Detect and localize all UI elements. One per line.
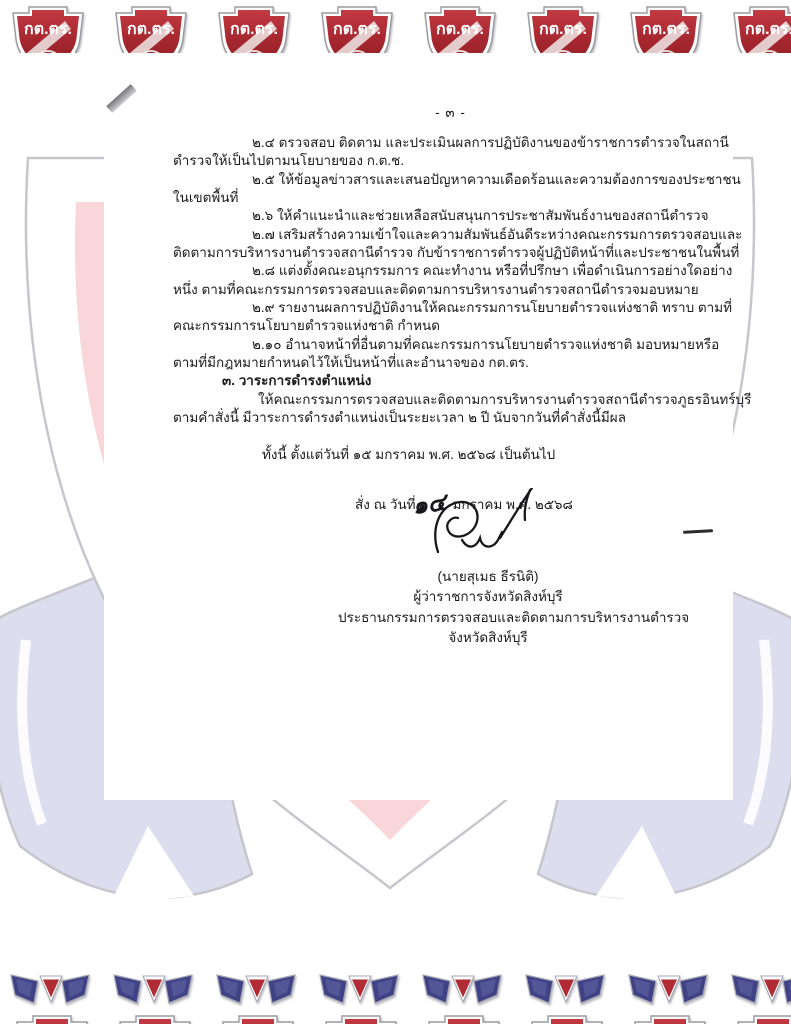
badge-tile	[630, 1013, 712, 1024]
badge-tile	[321, 1013, 403, 1024]
issued-suffix: มกราคม พ.ศ. ๒๕๖๘	[452, 497, 573, 512]
badge-tile	[115, 1013, 197, 1024]
signer-title-chairman: ประธานกรรมการตรวจสอบและติดตามการบริหารงานตำรวจ	[338, 610, 690, 625]
effective-date-line: ทั้งนี้ ตั้งแต่วันที่ ๑๕ มกราคม พ.ศ. ๒๕๖๘ เป็นต้นไป	[262, 447, 556, 462]
page-number: - ๓ -	[435, 105, 466, 120]
doc-line: ๒.๘ แต่งตั้งคณะอนุกรรมการ คณะทำงาน หรือที่ปรึกษา เพื่อดำเนินการอย่างใดอย่าง	[252, 263, 733, 279]
doc-line: ๓. วาระการดำรงตำแหน่ง	[222, 373, 372, 389]
doc-line: ให้คณะกรรมการตรวจสอบและติดตามการบริหารงานตำรวจสถานีตำรวจภูธรอินทร์บุรี	[258, 391, 752, 407]
doc-line: ตำรวจให้เป็นไปตามนโยบายของ ก.ต.ช.	[173, 153, 405, 169]
signer-title-province: จังหวัดสิงห์บุรี	[448, 630, 528, 645]
doc-line: ๒.๗ เสริมสร้างความเข้าใจและความสัมพันธ์อันดีระหว่างคณะกรรมการตรวจสอบและ	[252, 226, 743, 242]
badge-tile	[12, 1013, 94, 1024]
doc-line: ๒.๖ ให้คำแนะนำและช่วยเหลือสนับสนุนการประชาสัมพันธ์งานของสถานีตำรวจ	[252, 208, 709, 224]
doc-line: ๒.๕ ให้ข้อมูลข่าวสารและเสนอปัญหาความเดือดร้อนและความต้องการของประชาชน	[252, 171, 741, 187]
doc-line: หนึ่ง ตามที่คณะกรรมการตรวจสอบและติดตามการบริหารงานตำรวจสถานีตำรวจมอบหมาย	[173, 281, 699, 297]
badge-tile	[218, 1013, 300, 1024]
badge-tile	[424, 1013, 506, 1024]
badge-tile	[523, 973, 607, 1007]
badge-tile	[420, 973, 504, 1007]
badge-tile	[733, 1013, 791, 1024]
doc-line: คณะกรรมการนโยบายตำรวจแห่งชาติ กำหนด	[173, 318, 441, 334]
doc-line: ๒.๙ รายงานผลการปฏิบัติงานให้คณะกรรมการนโยบายตำรวจแห่งชาติ ทราบ ตามที่	[252, 300, 733, 316]
badge-tile	[729, 973, 791, 1007]
badge-tile	[527, 1013, 609, 1024]
doc-line: ตามที่มีกฎหมายกำหนดไว้ให้เป็นหน้าที่และอำนาจของ กต.ตร.	[173, 355, 529, 371]
fold-corner-artifact	[106, 84, 137, 113]
badge-tile	[214, 973, 298, 1007]
document-page	[104, 85, 752, 800]
doc-line: ในเขตพื้นที่	[173, 190, 239, 206]
doc-line: ติดตามการบริหารงานตำรวจสถานีตำรวจ กับข้าราชการตำรวจผู้ปฏิบัติหน้าที่และประชาชนในพื้นที่	[173, 245, 740, 261]
badge-tile	[8, 973, 92, 1007]
badge-tile	[317, 973, 401, 1007]
document-body	[173, 134, 752, 428]
scan-dash-artifact	[683, 529, 713, 534]
signer-name: (นายสุเมธ ธีรนิติ)	[437, 569, 539, 584]
badge-tile	[626, 973, 710, 1007]
doc-line: ๒.๔ ตรวจสอบ ติดตาม และประเมินผลการปฏิบัติงานของข้าราชการตำรวจในสถานี	[252, 135, 729, 150]
issued-prefix: สั่ง ณ วันที่	[355, 497, 416, 512]
signature-scribble	[422, 488, 552, 576]
doc-line: ๒.๑๐ อำนาจหน้าที่อื่นตามที่คณะกรรมการนโยบายตำรวจแห่งชาติ มอบหมายหรือ	[252, 336, 720, 352]
doc-line: ตามคำสั่งนี้ มีวาระการดำรงตำแหน่งเป็นระยะเวลา ๒ ปี นับจากวันที่คำสั่งนี้มีผล	[173, 410, 626, 426]
handwritten-day: ๑๔	[411, 489, 448, 520]
badge-tile	[111, 973, 195, 1007]
signer-title-governor: ผู้ว่าราชการจังหวัดสิงห์บุรี	[413, 589, 563, 604]
